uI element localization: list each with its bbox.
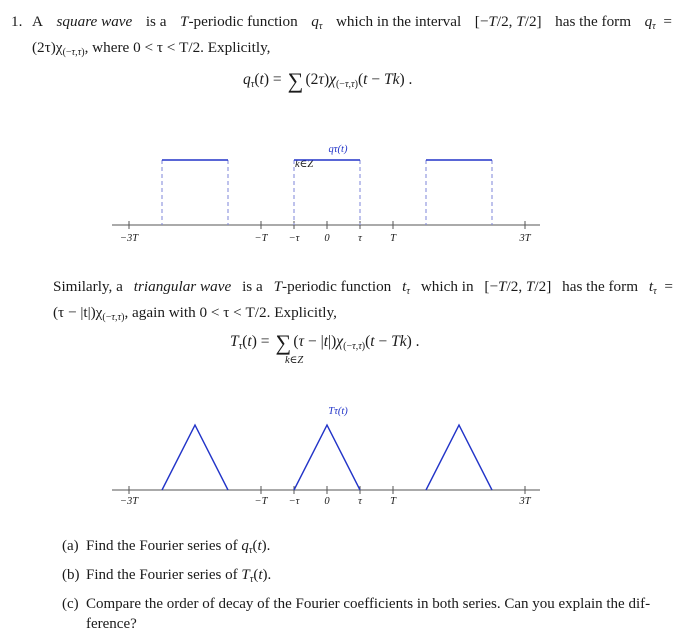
problem-intro-square [11, 11, 672, 63]
formula-triangle-sum: $T_\tau(t)$ = ∑ $(\tau - |t|)\chi_{(-\tau,\tau)}(t - Tk)$ . k∈Z [230, 330, 420, 366]
text-form: has the form [555, 13, 632, 30]
part-b-label: (b) [62, 567, 80, 583]
part-c-line-1: Compare the order of decay of the Fourier coefficients in both series. Can you explain the dif- [86, 596, 651, 612]
part-c-line-2: ference? [86, 616, 137, 632]
text-again: again with 0 < τ < T/2. Explicitly, [132, 304, 337, 321]
part-c [62, 592, 662, 634]
part-a-label: (a) [62, 538, 79, 554]
intro2-line-1 [53, 276, 673, 302]
interval-symbol-2: [−T/2, T/2] [484, 278, 552, 295]
text-which-in: which in [420, 278, 474, 295]
form-symbol-2: $t_\tau$ = [648, 278, 673, 297]
part-b: (b) Find the Fourier series of $T_\tau(t)$. [62, 563, 662, 592]
text-a: A [32, 13, 43, 30]
problem-number: 1. [11, 13, 23, 30]
part-c-label: (c) [62, 596, 79, 612]
text-is-a: is a [145, 13, 167, 30]
x-tick-label: −T [254, 496, 268, 507]
form-symbol: $q_\tau$ = [644, 13, 672, 32]
sum-index-2: k∈Z [285, 355, 304, 366]
intro-line-2: $(2\tau)\chi_{(-\tau,\tau)}$, where 0 < τ < T/2. Explicitly, [32, 39, 271, 58]
part-b-period: . [267, 567, 272, 583]
square-wave-chart [0, 134, 700, 254]
text-similarly: Similarly, a [53, 278, 123, 295]
x-tick-label: 3T [519, 233, 531, 244]
question-parts [62, 534, 662, 634]
intro2-line-2: $(\tau - |t|)\chi_{(-\tau,\tau)}$, again with 0 < τ < T/2. Explicitly, [53, 304, 337, 323]
text-tau-abs-chi: (τ − |t|)χ [53, 304, 103, 321]
interval-symbol: [−T/2, T/2] [474, 13, 542, 30]
triangle-chart-title: Tτ(t) [328, 406, 348, 417]
triangle-pulse [162, 425, 228, 490]
formula-square-sum: $q_\tau(t)$ = ∑ $(2\tau)\chi_{(-\tau,\tau)}(t - Tk)$ . k∈Z [243, 68, 413, 170]
symbol-T: T-periodic function [180, 13, 298, 30]
x-tick-label: τ [358, 496, 362, 507]
x-tick-label: −3T [119, 496, 139, 507]
x-tick-label: −τ [288, 496, 300, 507]
text-interval: which in the interval [335, 13, 462, 30]
x-tick-label: −T [254, 233, 268, 244]
symbol-q: $q_\tau$ [311, 13, 323, 32]
sum-index-1: k∈Z [295, 159, 314, 170]
part-a: (a) Find the Fourier series of $q_\tau(t)$. [62, 534, 662, 563]
x-tick-label: 0 [324, 233, 330, 244]
x-tick-label: τ [358, 233, 362, 244]
term-square-wave: square wave [56, 13, 133, 30]
x-tick-label: 3T [519, 496, 531, 507]
text-2tau-chi: (2τ)χ [32, 39, 63, 56]
text-periodic: -periodic function [188, 13, 298, 30]
symbol-t: $t_\tau$ [402, 278, 410, 297]
text-is-a-2: is a [242, 278, 263, 295]
x-tick-label: −τ [288, 233, 300, 244]
triangle-wave-chart [0, 400, 700, 515]
intro-line-1 [32, 11, 672, 37]
text-where: where 0 < τ < T/2. Explicitly, [92, 39, 271, 56]
square-chart-title: qτ(t) [328, 144, 348, 155]
part-a-text: Find the Fourier series of [86, 538, 238, 554]
x-tick-label: T [390, 233, 396, 244]
text-periodic-2: -periodic function [282, 278, 392, 295]
part-a-period: . [266, 538, 271, 554]
triangle-pulse [426, 425, 492, 490]
problem-intro-triangle [53, 276, 673, 328]
x-tick-label: −3T [119, 233, 139, 244]
part-b-text: Find the Fourier series of [86, 567, 238, 583]
triangle-pulse [294, 425, 360, 490]
term-triangular-wave: triangular wave [133, 278, 232, 295]
symbol-T-2: T-periodic function [273, 278, 392, 295]
x-tick-label: 0 [324, 496, 330, 507]
text-form-2: has the form [562, 278, 639, 295]
x-tick-label: T [390, 496, 396, 507]
